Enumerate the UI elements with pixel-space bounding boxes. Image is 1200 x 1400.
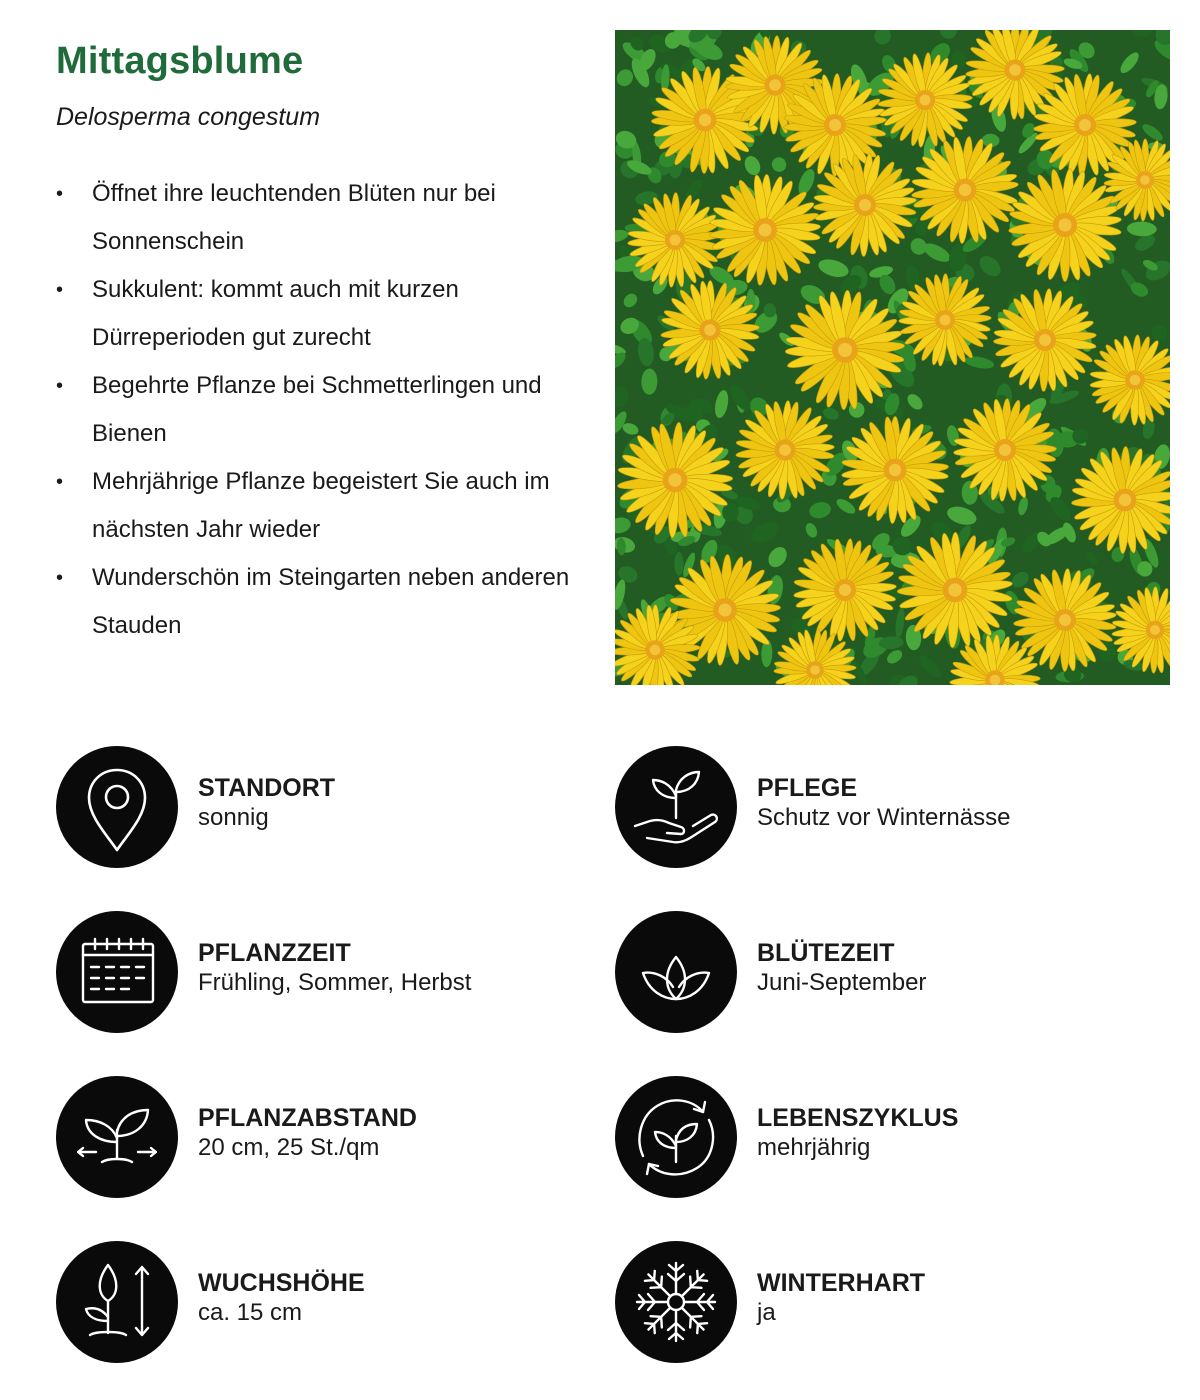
attribute-standort [56,746,576,870]
feature-item [56,170,586,266]
feature-text: Wunderschön im Steingarten neben anderen Stauden [92,564,570,639]
snowflake-icon [615,1241,737,1363]
attribute-label: BLÜTEZEIT [757,939,895,967]
calendar-icon [56,911,178,1033]
hand-with-seedling-icon [615,746,737,868]
attribute-value: Schutz vor Winternässe [757,804,1011,831]
feature-item [56,266,586,362]
attribute-label: WINTERHART [757,1269,926,1297]
attribute-value: Juni-September [757,969,927,996]
attribute-value: mehrjährig [757,1134,871,1161]
attribute-label: PFLANZABSTAND [198,1104,417,1132]
attribute-label: PFLANZZEIT [198,939,351,967]
attribute-value: 20 cm, 25 St./qm [198,1134,380,1161]
bullet: • [56,567,64,589]
lotus-flower-icon [615,911,737,1033]
attribute-pflanzabstand [56,1076,576,1200]
feature-text: Öffnet ihre leuchtenden Blüten nur bei Sonnenschein [92,180,496,255]
location-pin-icon [56,746,178,868]
feature-item [56,458,586,554]
feature-text: Begehrte Pflanze bei Schmetterlingen und Bienen [92,372,542,447]
attribute-value: Frühling, Sommer, Herbst [198,969,472,996]
feature-item [56,554,586,650]
attribute-winterhart [615,1241,1135,1365]
attribute-lebenszyklus [615,1076,1135,1200]
plant-photo [615,30,1170,685]
feature-item [56,362,586,458]
attribute-value: ja [757,1299,776,1326]
feature-list [56,170,586,650]
bullet: • [56,375,64,397]
attribute-label: LEBENSZYKLUS [757,1104,959,1132]
plant-name: Mittagsblume [56,40,304,82]
feature-text: Mehrjährige Pflanze begeistert Sie auch im nächsten Jahr wieder [92,468,550,543]
attribute-bluetezeit [615,911,1135,1035]
attribute-wuchshoehe [56,1241,576,1365]
attribute-value: sonnig [198,804,269,831]
bullet: • [56,471,64,493]
bullet: • [56,279,64,301]
attribute-label: PFLEGE [757,774,858,802]
attribute-label: STANDORT [198,774,336,802]
plant-height-icon [56,1241,178,1363]
lifecycle-icon [615,1076,737,1198]
bullet: • [56,183,64,205]
plant-spacing-icon [56,1076,178,1198]
attribute-value: ca. 15 cm [198,1299,303,1326]
attribute-pflanzzeit [56,911,576,1035]
plant-latin-name: Delosperma congestum [56,103,321,131]
feature-text: Sukkulent: kommt auch mit kurzen Dürreperioden gut zurecht [92,276,459,351]
attribute-pflege [615,746,1135,870]
attribute-label: WUCHSHÖHE [198,1269,365,1297]
